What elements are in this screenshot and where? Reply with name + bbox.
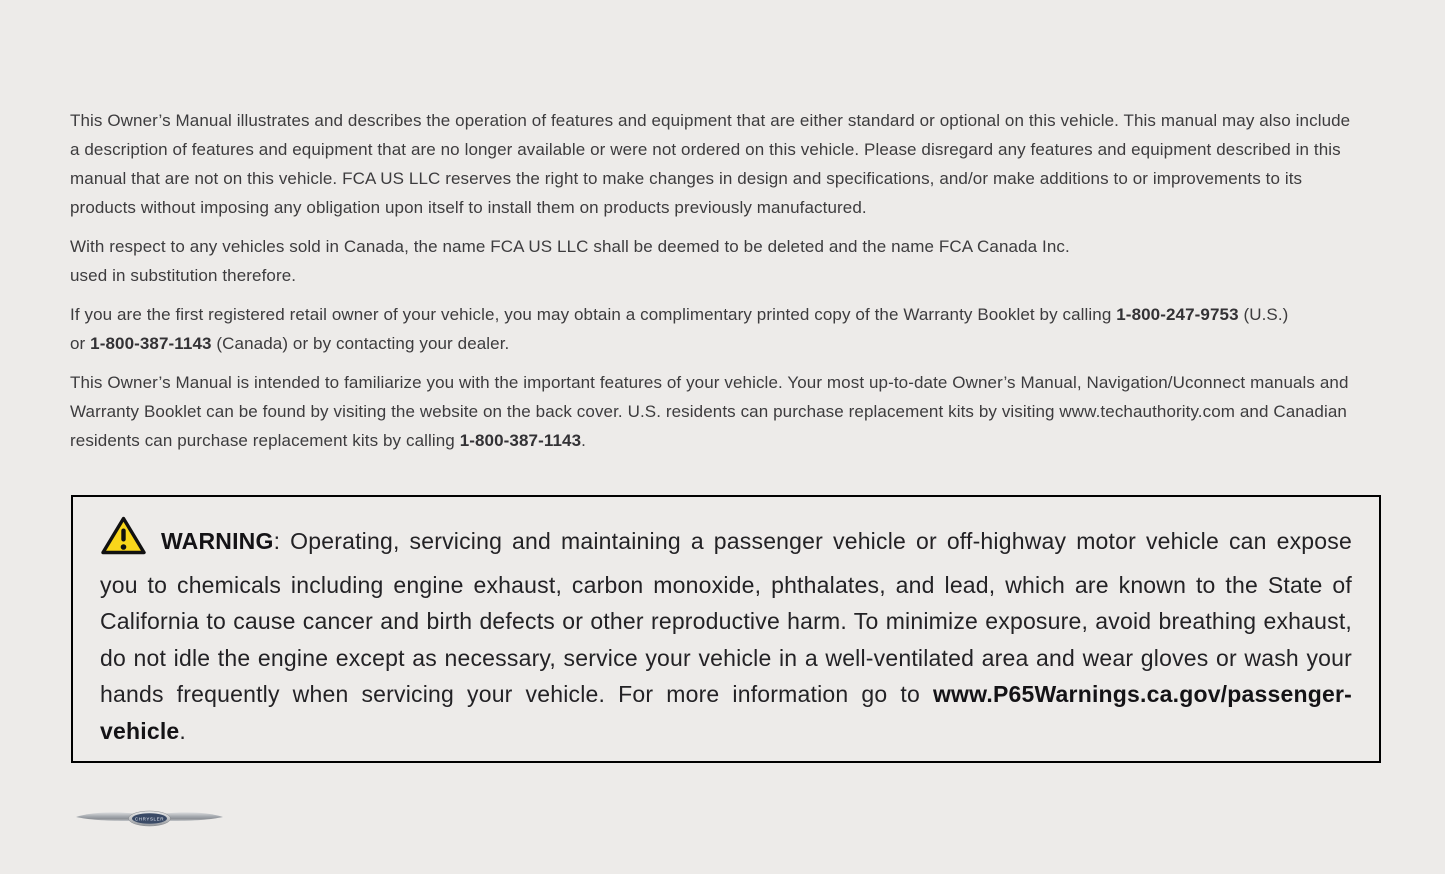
paragraph-disclaimer-text: This Owner’s Manual illustrates and describes the operation of features and equipment that are either standard or optional on this vehicle. This manual may also include a description of features and equipment that are no longer available or were not ordered on this vehicle. Please disregard any features and equipment described in this manual that are not on this vehicle. FCA US LLC reserves the right to make changes in design and specifications, and/or make additions to or improvements to its products without imposing any obligation upon itself to install them on products previously manufactured. (70, 111, 1351, 217)
warning-period: . (179, 717, 186, 744)
chrysler-wing-logo (72, 803, 227, 837)
phone-number-canada: 1-800-387-1143 (90, 334, 212, 353)
warning-separator: : (273, 528, 291, 554)
paragraph-canada (70, 232, 1362, 290)
intro-text-block (70, 106, 1362, 465)
chrysler-badge-text: CHRYSLER (134, 816, 165, 822)
warranty-text-d: (Canada) or by contacting your dealer. (211, 334, 510, 353)
warranty-text-c: or (70, 334, 91, 353)
phone-number-replacement: 1-800-387-1143 (459, 431, 582, 450)
phone-number-us: 1-800-247-9753 (1116, 305, 1239, 324)
prop65-warning-paragraph (100, 515, 1352, 749)
paragraph-disclaimer (70, 106, 1362, 222)
paragraph-replacement-kits (70, 368, 1362, 455)
warranty-text-b: (U.S.) (1238, 305, 1289, 324)
warranty-text-a: If you are the first registered retail owner of your vehicle, you may obtain a complimentary printed copy of the Warranty Booklet by calling (70, 305, 1117, 324)
paragraph-canada-line1: With respect to any vehicles sold in Canada, the name FCA US LLC shall be deemed to be deleted and the name FCA Canada Inc. (70, 237, 1070, 256)
prop65-warning-box (71, 495, 1381, 763)
paragraph-warranty-booklet (70, 300, 1362, 358)
replacement-kits-text-b: . (581, 431, 586, 450)
warning-body-text: Operating, servicing and maintaining a passenger vehicle or off-highway motor vehicle can expose you to chemicals including engine exhaust, carbon monoxide, phthalates, and lead, which are known to the State of California to cause cancer and birth defects or other reproductive harm. To minimize exposure, avoid breathing exhaust, do not idle the engine except as necessary, service your vehicle in a well-ventilated area and wear gloves or wash your hands frequently when servicing your vehicle. For more information go to (100, 528, 1352, 707)
paragraph-canada-line2: used in substitution therefore. (70, 266, 297, 285)
warning-triangle-icon (100, 515, 147, 567)
warning-url: www.P65Warnings.ca.gov/passenger-vehicle (100, 681, 1352, 744)
warning-label: WARNING (161, 528, 274, 554)
replacement-kits-text-a: This Owner’s Manual is intended to familiarize you with the important features of your vehicle. Your most up-to-date Owner’s Manual, Navigation/Uconnect manuals and Warranty Booklet can be found by visiting the website on the back cover. U.S. residents can purchase replacement kits by visiting www.techauthority.com and Canadian residents can purchase replacement kits by calling (70, 373, 1349, 450)
